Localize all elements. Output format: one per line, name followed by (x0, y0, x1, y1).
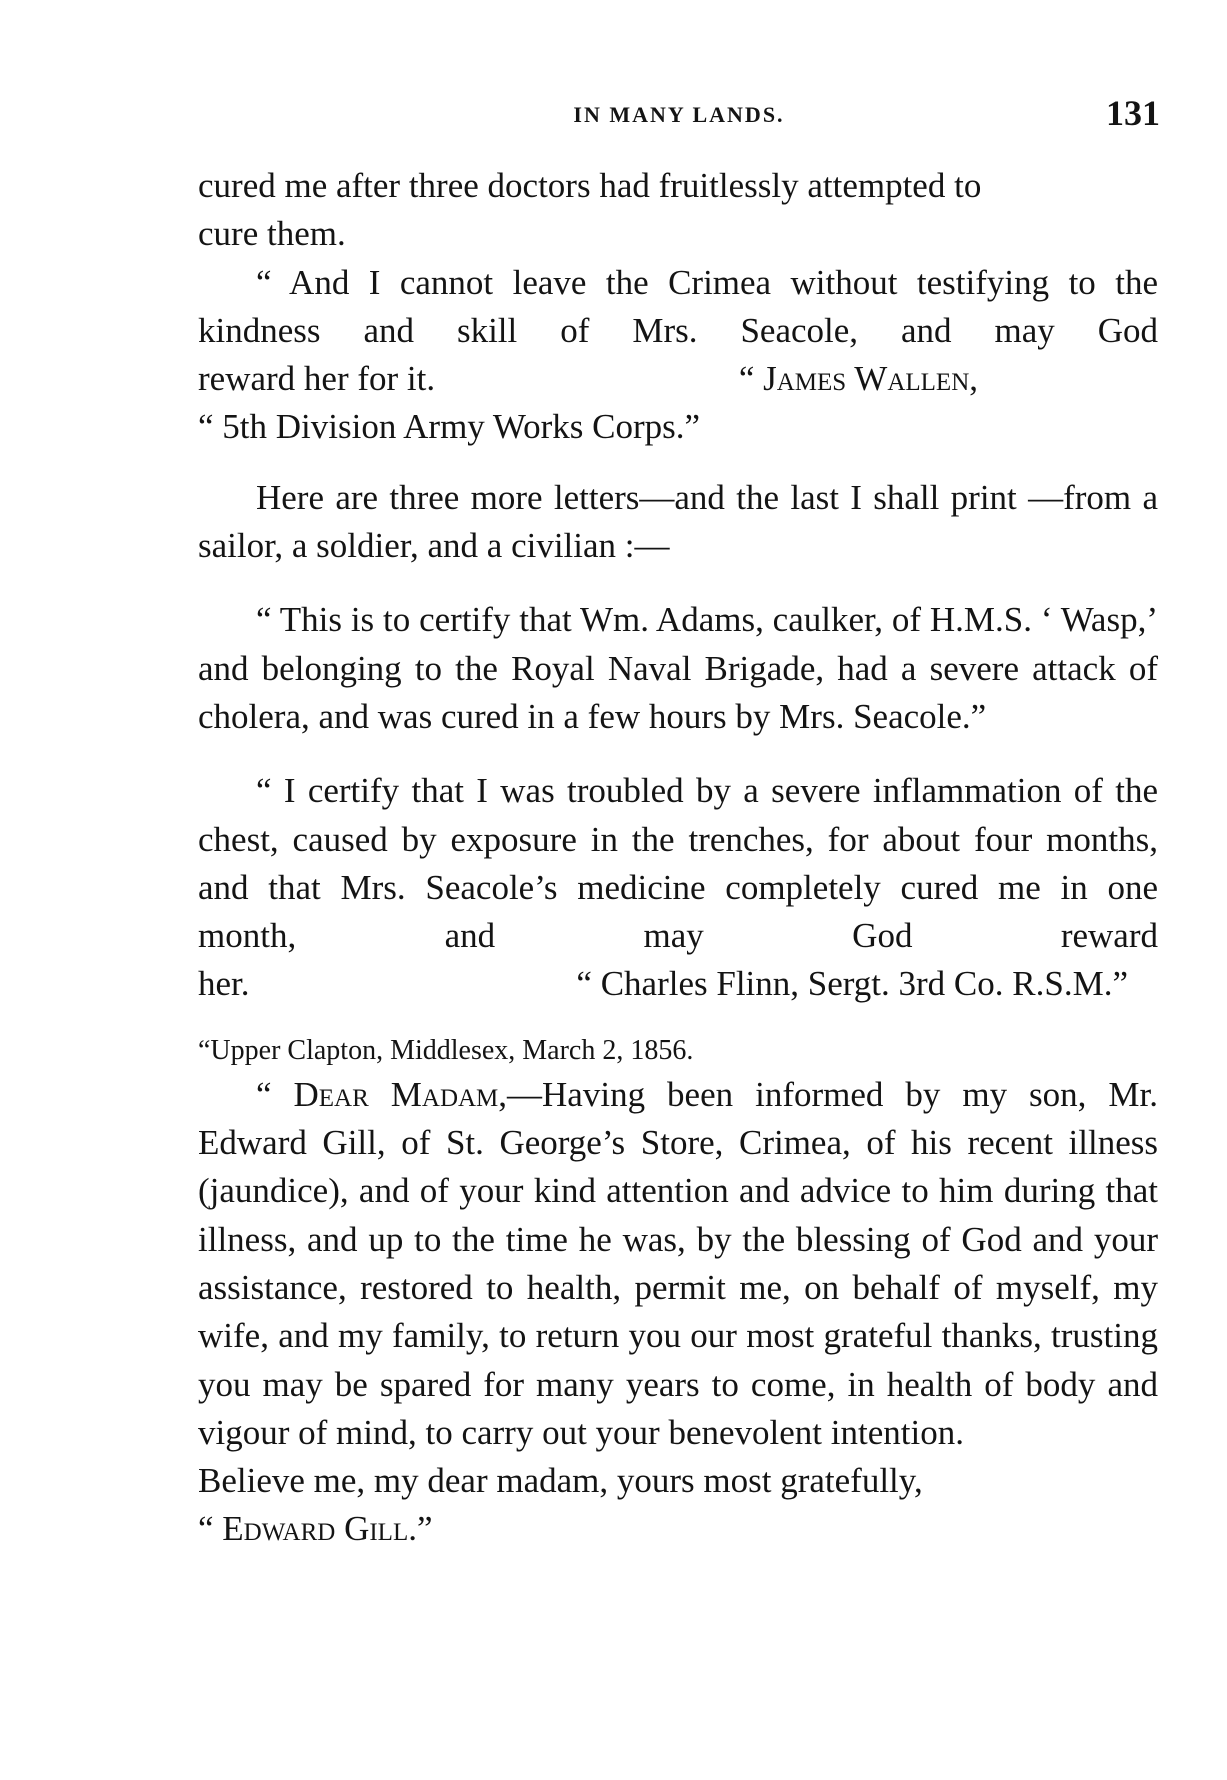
letter-gill-dateline: “Upper Clapton, Middlesex, March 2, 1856. (198, 1034, 694, 1066)
letter-flinn-body: “ I certify that I was troubled by a severe inflammation of the chest, caused by exposure in the trenches, for about four months, and that Mrs. Seacole’s medicine completely cured me in one month, and may God reward (198, 771, 1158, 956)
body-text (198, 162, 1158, 1554)
letter-gill-signature: “ Edward Gill.” (198, 1509, 433, 1549)
letter-gill-text: —Having been informed by my son, Mr. Edward Gill, of St. George’s Store, Crimea, of his recent illness (jaundice), and of your kind attention and advice to him during that illness, and up to the time he was, by the blessing of God and your assistance, restored to health, permit me, on behalf of myself, my wife, and my family, to return you our most grateful thanks, trusting you may be spared for many years to come, in health of body and vigour of mind, to carry out your benevolent intention. (198, 1074, 1158, 1452)
running-head: IN MANY LANDS. (573, 102, 785, 127)
letter-wallen-unit: “ 5th Division Army Works Corps.” (198, 407, 701, 447)
letter-flinn-last-line (198, 960, 1158, 1008)
letter-adams: “ This is to certify that Wm. Adams, caulker, of H.M.S. ‘ Wasp,’ and belonging to the Royal Naval Brigade, had a severe attack of cholera, and was cured in a few hours by Mrs. Seacole.” (198, 600, 1158, 736)
letter-gill-closing: Believe me, my dear madam, yours most gratefully, (198, 1461, 923, 1501)
paragraph-continuation-line-1: cured me after three doctors had fruitlessly attempted to (198, 166, 982, 205)
paragraph-intro-three-letters: Here are three more letters—and the last I shall print —from a sailor, a soldier, and a civilian :— (198, 477, 1158, 566)
letter-wallen-closing-text: reward her for it. (198, 359, 436, 399)
letter-gill-body (198, 1071, 1158, 1457)
letter-flinn-signature: “ Charles Flinn, Sergt. 3rd Co. R.S.M.” (576, 964, 1128, 1004)
page-header (198, 92, 1160, 142)
letter-wallen-body: “ And I cannot leave the Crimea without testifying to the kindness and skill of Mrs. Seacole, and may God (198, 262, 1158, 350)
letter-wallen-last-line (198, 355, 1158, 403)
letter-flinn-closing-text: her. (198, 964, 250, 1004)
letter-wallen-signature: “ James Wallen, (738, 359, 978, 399)
page-number: 131 (1106, 93, 1160, 133)
letter-gill-salutation: “ Dear Madam, (256, 1074, 508, 1114)
paragraph-continuation-line-2: cure them. (198, 214, 346, 254)
